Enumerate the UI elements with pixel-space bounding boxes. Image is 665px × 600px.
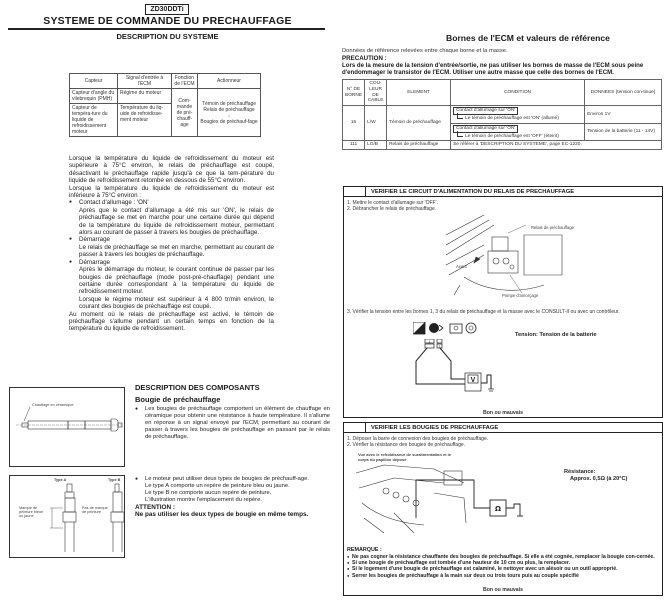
voltmeter-icon: V — [470, 377, 476, 384]
paragraph: Au moment où le relais de préchauffage est activé, le témoin de préchauffage s'allume pendant un certain temps en fonction de la température du liquide de refroidissement. — [69, 310, 274, 333]
table-header: N° DE BORNE — [343, 80, 365, 106]
actuator-cell — [198, 89, 261, 137]
plug-types-figure — [9, 475, 125, 558]
table-header: ELEMENT — [387, 80, 451, 106]
precaution-title: PRECAUTION : — [342, 55, 387, 62]
step-text: 2. Débrancher le relais de préchauffage. — [347, 206, 437, 212]
precaution-text: Lors de la mesure de la tension d'entrée/sortie, ne pas utiliser les bornes de masse de l'ECM sous peine d'endommager le transistor de l'ECM. Utiliser une autre masse que celle des bornes de l'ECM. — [342, 62, 644, 76]
condition-box: Contact d'allumage sur 'ON' — [453, 125, 518, 133]
panel-title: VERIFIER LES BOUGIES DE PRECHAUFFAGE — [371, 424, 499, 431]
table-header: Fonction de l'ECM — [172, 74, 198, 89]
table-cell: Température du liq-uide de refroidisse-ment moteur — [118, 104, 172, 137]
table-cell: Capteur d'angle du vilebrequin (PMH) — [70, 89, 118, 104]
model-badge: ZD30DDTi — [145, 4, 189, 15]
table-row — [343, 141, 662, 150]
text-line: Le type A comporte un repère de peinture bleu ou jaune. — [145, 483, 290, 489]
attention-text: Ne pas utiliser les deux types de bougie en même temps. — [135, 511, 309, 519]
page-title: Bornes de l'ECM et valeurs de référence — [446, 33, 610, 43]
table-row — [70, 89, 261, 104]
figure-caption: Vue avec le refroidisseur de suralimentation et le corps du papillon déposé — [358, 452, 451, 462]
plug-types-section — [135, 474, 330, 519]
intro-text: Données de référence relevées entre chaque borne et la masse. — [342, 48, 508, 54]
table-cell: Environ 1V — [585, 106, 662, 124]
panel-header — [344, 187, 662, 197]
bullet-text: Lorsque le régime moteur est supérieur à 4 800 tr/min environ, le courant des bougies de préchauffage est coupé. — [79, 295, 274, 311]
step-text: 3. Vérifier la tension entre les bornes 1, 3 du relais de préchauffage et la masse avec le CONSULT-II ou avec un contrôleur. — [347, 309, 620, 315]
table-cell: LG/B — [365, 141, 387, 150]
table-row — [343, 106, 662, 124]
plug-types-drawing — [10, 476, 124, 556]
glow-plug-figure — [9, 387, 125, 467]
paint-mark-label: Marque de peinture bleue ou jaune — [19, 506, 44, 518]
bullet-text: ● Le moteur peut utiliser deux types de bougies de préchauff-age. — [135, 476, 330, 483]
type-b-label: Type B — [108, 478, 121, 482]
text-line: L'illustration montre l'emplacement du repère. — [145, 497, 262, 503]
table-cell: Tension de la batterie (11 - 14V) — [585, 123, 662, 141]
actuator-item: Témoin de préchauffage — [201, 100, 257, 107]
panel-header — [344, 423, 662, 433]
relay-power-check-panel — [343, 186, 663, 418]
result-label: Bon ou mauvais — [482, 410, 524, 416]
terminal-label: 1 — [428, 339, 431, 344]
step-text: 2. Vérifier la résistance des bougies de préchauffage. — [347, 442, 466, 448]
condition-cell — [451, 106, 585, 124]
bullet-text: Après le démarrage du moteur, le courant continue de passer par les bougies de préchauffage (mode post-pré-chauffage) pendant une certaine durée correspondant à la température du liquide de refroidissement moteur. — [79, 266, 274, 296]
table-cell: Régime du moteur — [118, 89, 172, 104]
glow-plug-drawing — [10, 388, 124, 466]
tester-icon — [466, 323, 476, 333]
type-a-label: Type A — [54, 478, 67, 482]
step-number-cell — [344, 423, 366, 433]
table-header: DONNEES (tension con-tinue) — [585, 80, 662, 106]
condition-sub: Le témoin de préchauffage est 'ON' (allumé) — [453, 116, 582, 122]
subsection-title: Bougie de préchauffage — [135, 395, 221, 404]
remark-item: ● Si une bougie de préchauffage est tombée d'une hauteur de 10 cm ou plus, la remplacer. — [347, 560, 657, 566]
resistance-label: Résistance: — [564, 469, 596, 475]
no-paint-label: Pas de marque de peinture — [82, 506, 108, 514]
table-cell: Témoin de préchauffage — [387, 106, 451, 141]
panel-title: VERIFIER LE CIRCUIT D'ALIMENTATION DU RELAIS DE PRECHAUFFAGE — [371, 188, 575, 195]
actuator-item: Relais de préchauffage — [203, 106, 255, 113]
result-label: Bon ou mauvais — [482, 587, 524, 593]
table-cell: Com-mande de pré-chauff-age — [172, 89, 198, 137]
section-title: DESCRIPTION DES COMPOSANTS — [135, 383, 260, 392]
table-cell: L/W — [365, 106, 387, 141]
bullet-title: ● Démarrage — [69, 236, 274, 243]
section-title: DESCRIPTION DU SYSTEME — [116, 32, 219, 41]
table-cell: 111 — [343, 141, 365, 150]
condition-box: Contact d'allumage sur 'ON' — [453, 107, 518, 115]
glow-plug-check-panel — [343, 422, 663, 596]
ohmmeter-icon: Ω — [495, 505, 501, 513]
step-text: 1. Déposer la barre de connexion des bougies de préchauffage. — [347, 436, 489, 442]
table-header: COU-LEUR DE CABLE — [365, 80, 387, 106]
terminal-label: 3 — [438, 344, 441, 349]
ignition-off-icon — [413, 322, 425, 334]
table-header: Signal d'entrée à l'ECM — [118, 74, 172, 89]
attention-title: ATTENTION : — [135, 504, 175, 511]
system-description — [69, 155, 274, 333]
bullet-title: ● Contact d'allumage : 'ON' — [69, 199, 274, 206]
actuator-item: Bougies de préchauf-fage — [200, 118, 258, 125]
table-cell: Se référer à 'DESCRIPTION DU SYSTEME', page EC-1220. — [451, 141, 662, 150]
figure-label: Avant — [456, 264, 467, 269]
step-text: 1. Mettre le contact d'allumage sur 'OFF'. — [347, 200, 438, 206]
condition-sub: Le témoin de préchauffage est 'OFF' (éteint) — [453, 134, 582, 140]
remark-item: ● Ne pas cogner la résistance chauffante des bougies de préchauffage. Si elle a été cognée, remplacer la bougie con-cernée. — [347, 554, 657, 560]
table-header: Capteur — [70, 74, 118, 89]
remark-item: ● Serrer les bougies de préchauffage à la main sur deux ou trois tours puis au couple spécifié — [347, 573, 657, 579]
resistance-test-diagram — [412, 478, 532, 518]
voltage-spec: Tension: Tension de la batterie — [515, 332, 597, 338]
condition-cell — [451, 123, 585, 141]
table-cell: Capteur de tempéra-ture du liquide de refroidissement moteur — [70, 104, 118, 137]
table-header: CONDITION — [451, 80, 585, 106]
step-number-cell — [344, 187, 366, 197]
figure-label: Chauffage en céramique — [32, 403, 74, 407]
bullet-title: ● Démarrage — [69, 259, 274, 266]
title-divider — [8, 28, 325, 30]
bullet-text: ● Les bougies de préchauffage comportent un élément de chauffage en céramique pour obtenir une résistance à haute température. Il s'allume en réponse à un signal envoyé par l'ECM, permettant au courant de passer à travers les bougies de préchauffage en passant par le relais de préchauffage. — [135, 406, 330, 441]
components-section — [135, 383, 330, 441]
resistance-value: Approx. 0,5Ω (à 20°C) — [570, 476, 628, 482]
consult-icons — [413, 322, 487, 336]
voltage-test-diagram — [413, 339, 503, 399]
table-cell: 16 — [343, 106, 365, 141]
paragraph: Lorsque la température du liquide de refroidissement du moteur est supérieure à 75°C environ, le relais de préchauffage est coupé, désactivant le préchauffage rapide jusqu'à ce que la tem-pérature du liquide de refroidissement retombe en dessous de 55°C environ. — [69, 155, 274, 185]
paragraph: Lorsque la température du liquide de refroidissement du moteur est inférieure à 75°C environ : — [69, 184, 274, 200]
table-header: Actionneur — [198, 74, 261, 89]
figure-label: Pompe d'amorçage — [502, 293, 539, 298]
remark-item: ● Si le logement d'une bougie de préchauffage est calaminé, le nettoyer avec un alésoir ou un outil approprié. — [347, 566, 657, 572]
figure-label: Relais de préchauffage — [531, 225, 574, 230]
disconnect-icon — [429, 323, 443, 333]
page-title: SYSTEME DE COMMANDE DU PRECHAUFFAGE — [43, 15, 292, 27]
bullet-text: Après que le contact d'allumage a été mis sur 'ON', le relais de préchauffage se met en marche pour une certaine durée qui dépend de la température du liquide de refroidissement moteur, permettant alors au courant de passer à travers les bougies de préchauffage. — [79, 206, 274, 237]
system-table — [69, 73, 261, 137]
bullet-text: Le relais de préchauffage se met en marche, permettant au courant de passer à travers les bougies de préchauffage. — [79, 243, 274, 259]
remark-title: REMARQUE : — [347, 547, 382, 553]
ecm-terminal-table — [342, 79, 662, 150]
table-cell: Relais de préchauffage — [387, 141, 451, 150]
remark-list — [347, 554, 657, 579]
arrow-down-icon: ↓ — [227, 112, 231, 119]
text-line: Le type B ne comporte aucun repère de peinture. — [145, 490, 272, 496]
connector-icon — [450, 324, 462, 333]
